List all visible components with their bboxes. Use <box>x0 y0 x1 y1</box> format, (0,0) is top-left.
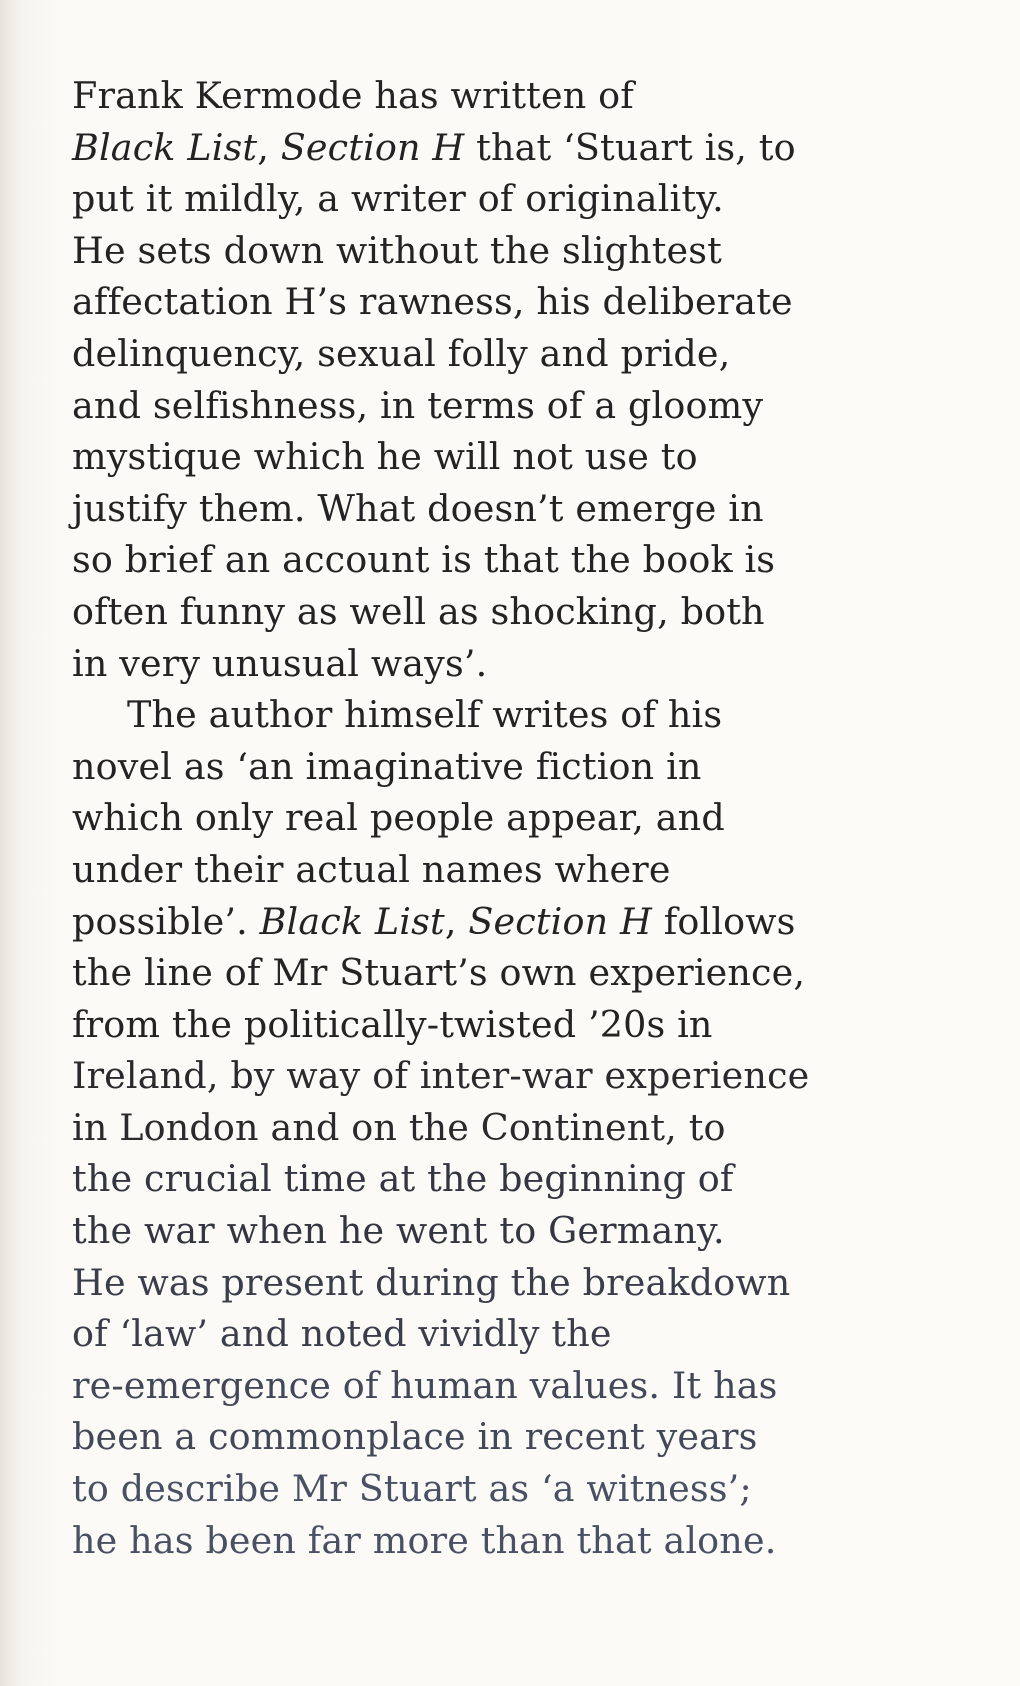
text-line: Ireland, by way of inter-war experience <box>72 1054 810 1098</box>
text-line: re-emergence of human values. It has <box>72 1363 778 1407</box>
text-line: mystique which he will not use to <box>72 435 698 479</box>
text-line: he has been far more than that alone. <box>72 1518 777 1562</box>
text-line: Frank Kermode has written of <box>72 74 634 117</box>
text-line: the crucial time at the beginning of <box>72 1157 734 1201</box>
text-line: of ‘law’ and noted vividly the <box>72 1312 612 1356</box>
text-line: in very unusual ways’. <box>72 641 488 685</box>
text-line: so brief an account is that the book is <box>72 538 776 582</box>
book-title-italic: Section H <box>280 125 465 169</box>
text-line: affectation H’s rawness, his deliberate <box>72 280 793 324</box>
text-line: and selfishness, in terms of a gloomy <box>72 383 764 427</box>
paragraph-kermode-quote <box>72 70 952 689</box>
book-title-italic: Black List <box>259 899 445 943</box>
text-line: justify them. What doesn’t emerge in <box>72 486 764 530</box>
text-line: which only real people appear, and <box>72 796 725 840</box>
paragraph-author-description <box>72 689 952 1566</box>
text-line: in London and on the Continent, to <box>72 1105 726 1149</box>
book-title-italic: Black List <box>72 125 258 169</box>
text-line: put it mildly, a writer of originality. <box>72 177 724 221</box>
text-line: Black List, Section H that ‘Stuart is, to <box>72 125 796 169</box>
text-line: to describe Mr Stuart as ‘a witness’; <box>72 1467 752 1511</box>
text-line: been a commonplace in recent years <box>72 1415 758 1459</box>
text-line: from the politically-twisted ’20s in <box>72 1002 713 1046</box>
book-title-italic: Section H <box>468 899 652 943</box>
text-line: He was present during the breakdown <box>72 1260 791 1304</box>
text-line: the war when he went to Germany. <box>72 1209 725 1253</box>
text-line: possible’. Black List, Section H follows <box>72 899 796 943</box>
text-line: novel as ‘an imaginative fiction in <box>72 744 702 788</box>
text-line: under their actual names where <box>72 847 671 891</box>
text-line: often funny as well as shocking, both <box>72 589 765 633</box>
text-line: The author himself writes of his <box>127 693 723 737</box>
text-line: He sets down without the slightest <box>72 228 722 272</box>
blurb-text <box>72 70 952 1566</box>
text-line: delinquency, sexual folly and pride, <box>72 331 731 375</box>
text-line: the line of Mr Stuart’s own experience, <box>72 951 806 995</box>
